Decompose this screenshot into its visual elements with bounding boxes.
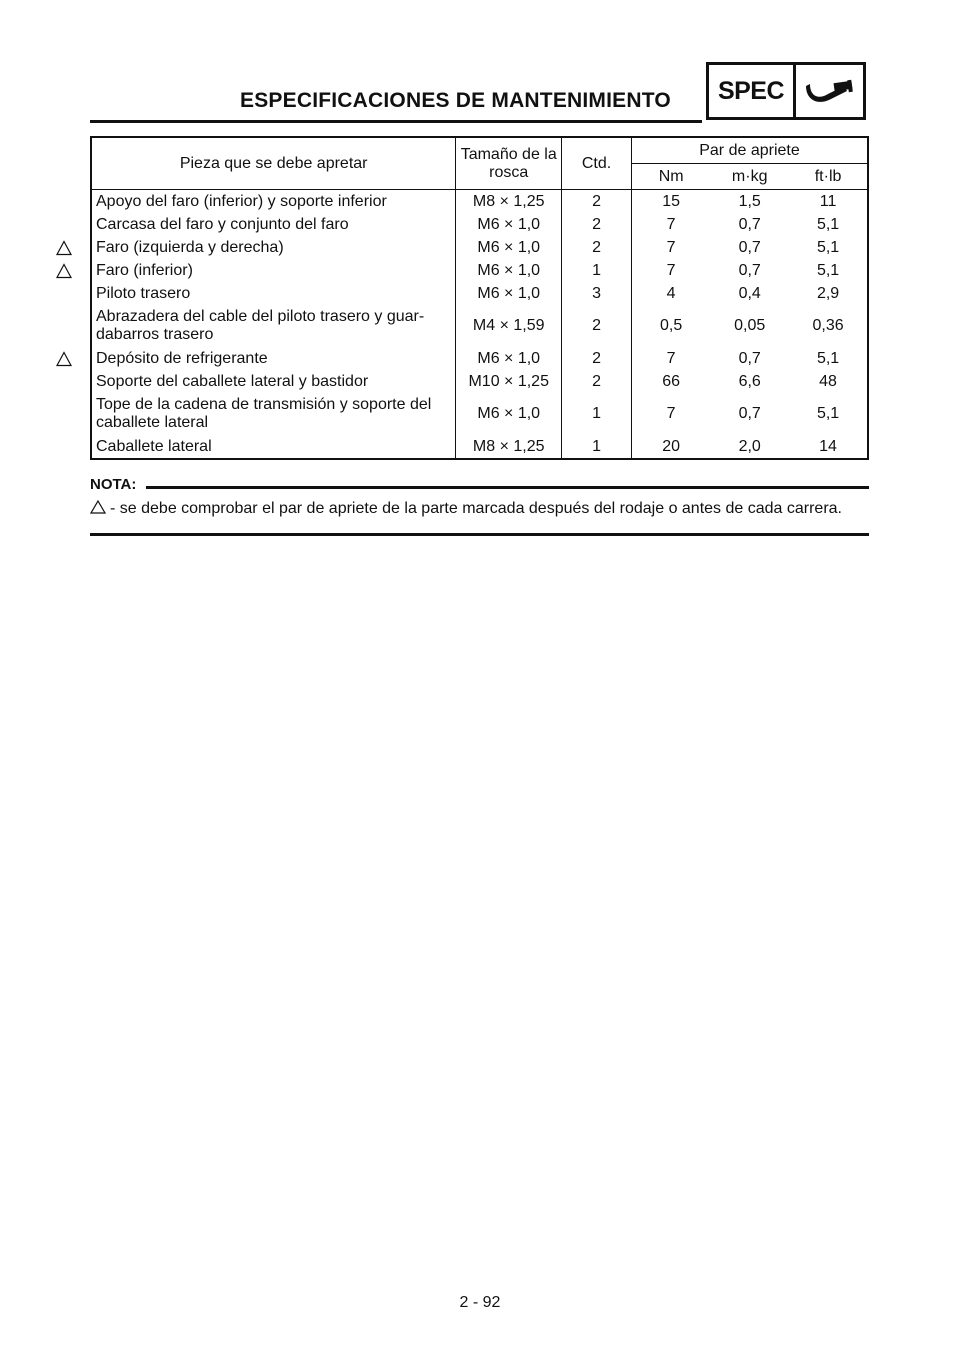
part-cell-text: Piloto trasero xyxy=(96,284,191,302)
part-cell-text: Faro (izquierda y derecha) xyxy=(96,238,284,256)
thread-cell-text: M6 × 1,0 xyxy=(477,405,541,422)
torque-nm-cell xyxy=(631,305,710,347)
torque-ftlb-cell-text: 14 xyxy=(819,437,837,455)
torque-nm-cell xyxy=(631,236,710,259)
column-header-nm: Nm xyxy=(631,164,710,190)
part-cell xyxy=(91,370,456,393)
torque-nm-cell-text: 0,5 xyxy=(660,317,683,334)
qty-cell-text: 2 xyxy=(592,349,601,367)
torque-ftlb-cell xyxy=(789,213,868,236)
part-cell-text: Apoyo del faro (inferior) y soporte inferior xyxy=(96,192,387,210)
thread-cell xyxy=(456,282,562,305)
torque-ftlb-cell xyxy=(789,370,868,393)
torque-ftlb-cell xyxy=(789,347,868,370)
thread-cell-text: M6 × 1,0 xyxy=(477,238,541,256)
torque-mkg-cell xyxy=(710,259,789,282)
thread-cell xyxy=(456,190,562,214)
torque-spec-table xyxy=(90,136,869,460)
torque-ftlb-cell-text: 5,1 xyxy=(816,238,840,256)
part-cell xyxy=(91,259,456,282)
torque-ftlb-cell xyxy=(789,259,868,282)
qty-cell-text: 1 xyxy=(592,437,601,455)
table-row xyxy=(91,305,868,347)
qty-cell xyxy=(562,305,632,347)
torque-nm-cell-text: 7 xyxy=(666,261,676,279)
torque-nm-cell-text: 66 xyxy=(662,372,681,390)
part-cell xyxy=(91,347,456,370)
part-cell xyxy=(91,435,456,459)
torque-mkg-cell-text: 0,05 xyxy=(734,317,766,334)
part-cell xyxy=(91,190,456,214)
thread-cell-text: M6 × 1,0 xyxy=(477,349,541,367)
torque-mkg-cell xyxy=(710,347,789,370)
table-row xyxy=(91,393,868,435)
note-body: - se debe comprobar el par de apriete de la parte marcada después del rodaje o antes de cada carrera. xyxy=(110,500,842,517)
thread-cell-text: M6 × 1,0 xyxy=(477,261,541,279)
torque-nm-cell xyxy=(631,190,710,214)
qty-cell xyxy=(562,393,632,435)
note-rule xyxy=(146,486,869,489)
torque-mkg-cell xyxy=(710,282,789,305)
triangle-mark-icon xyxy=(56,351,72,367)
qty-cell-text: 2 xyxy=(592,215,601,233)
torque-mkg-cell xyxy=(710,370,789,393)
torque-nm-cell-text: 7 xyxy=(666,405,676,422)
torque-mkg-cell xyxy=(710,305,789,347)
torque-mkg-cell-text: 0,7 xyxy=(738,238,761,256)
qty-cell xyxy=(562,370,632,393)
part-cell xyxy=(91,282,456,305)
note-box xyxy=(90,476,869,536)
torque-ftlb-cell xyxy=(789,393,868,435)
note-bottom-rule xyxy=(90,533,869,536)
table-body xyxy=(91,190,868,460)
torque-ftlb-cell-text: 5,1 xyxy=(816,215,840,233)
page-title: ESPECIFICACIONES DE MANTENIMIENTO xyxy=(240,89,671,112)
part-cell-text: Faro (inferior) xyxy=(96,261,193,279)
page-header xyxy=(90,62,868,124)
part-cell xyxy=(91,236,456,259)
qty-cell xyxy=(562,435,632,459)
thread-cell xyxy=(456,259,562,282)
torque-mkg-cell-text: 0,7 xyxy=(738,349,761,367)
part-cell-text: Caballete lateral xyxy=(96,437,212,455)
thread-cell-text: M4 × 1,59 xyxy=(472,317,545,334)
torque-nm-cell xyxy=(631,393,710,435)
torque-ftlb-cell-text: 48 xyxy=(819,372,837,390)
qty-cell-text: 1 xyxy=(592,261,601,279)
qty-cell-text: 2 xyxy=(592,192,601,210)
thread-cell-text: M6 × 1,0 xyxy=(477,215,541,233)
spec-badge xyxy=(706,62,866,120)
spec-label: SPEC xyxy=(709,65,796,117)
torque-ftlb-cell-text: 5,1 xyxy=(816,405,840,422)
torque-mkg-cell-text: 0,7 xyxy=(738,405,761,422)
torque-ftlb-cell xyxy=(789,236,868,259)
thread-cell-text: M8 × 1,25 xyxy=(472,192,545,210)
part-cell-text: Carcasa del faro y conjunto del faro xyxy=(96,215,349,233)
torque-ftlb-cell-text: 2,9 xyxy=(816,284,840,302)
qty-cell-text: 2 xyxy=(592,372,601,390)
triangle-mark-icon xyxy=(56,263,72,279)
qty-cell xyxy=(562,213,632,236)
thread-cell xyxy=(456,305,562,347)
torque-ftlb-cell-text: 11 xyxy=(819,192,837,210)
qty-cell xyxy=(562,282,632,305)
torque-nm-cell xyxy=(631,435,710,459)
part-cell-text: Soporte del caballete lateral y bastidor xyxy=(96,372,369,390)
column-header-torque: Par de apriete xyxy=(631,137,868,164)
column-header-part: Pieza que se debe apretar xyxy=(91,137,456,190)
torque-nm-cell xyxy=(631,370,710,393)
qty-cell xyxy=(562,190,632,214)
torque-mkg-cell-text: 6,6 xyxy=(738,372,761,390)
thread-cell xyxy=(456,370,562,393)
torque-nm-cell-text: 7 xyxy=(666,349,676,367)
torque-mkg-cell-text: 0,7 xyxy=(738,215,761,233)
thread-cell xyxy=(456,347,562,370)
table-row xyxy=(91,435,868,459)
table-row xyxy=(91,190,868,214)
column-header-qty: Ctd. xyxy=(562,137,632,190)
torque-ftlb-cell xyxy=(789,435,868,459)
page-number: 2 - 92 xyxy=(459,1294,501,1311)
part-cell xyxy=(91,305,456,347)
triangle-mark-icon xyxy=(90,500,106,514)
thread-cell xyxy=(456,435,562,459)
header-rule xyxy=(90,120,702,123)
part-cell xyxy=(91,393,456,435)
torque-ftlb-cell xyxy=(789,305,868,347)
qty-cell xyxy=(562,347,632,370)
note-label: NOTA: xyxy=(90,476,137,493)
torque-nm-cell-text: 4 xyxy=(666,284,676,302)
torque-mkg-cell-text: 0,4 xyxy=(738,284,761,302)
torque-mkg-cell-text: 1,5 xyxy=(738,192,761,210)
part-cell-text: Tope de la cadena de transmisión y soporte del caballete lateral xyxy=(96,396,432,431)
table-row xyxy=(91,236,868,259)
part-cell-text: Depósito de refrigerante xyxy=(96,349,268,367)
thread-cell xyxy=(456,393,562,435)
thread-cell xyxy=(456,213,562,236)
torque-mkg-cell xyxy=(710,435,789,459)
part-cell-text: Abrazadera del cable del piloto trasero y guar-dabarros trasero xyxy=(96,308,425,343)
note-header xyxy=(90,476,869,493)
torque-mkg-cell xyxy=(710,236,789,259)
torque-nm-cell-text: 15 xyxy=(662,192,681,210)
triangle-mark-icon xyxy=(56,240,72,256)
torque-nm-cell xyxy=(631,282,710,305)
qty-cell xyxy=(562,259,632,282)
table-row xyxy=(91,213,868,236)
column-header-mkg: m·kg xyxy=(710,164,789,190)
torque-nm-cell-text: 20 xyxy=(662,437,681,455)
torque-ftlb-cell xyxy=(789,190,868,214)
torque-ftlb-cell-text: 5,1 xyxy=(816,349,840,367)
torque-nm-cell-text: 7 xyxy=(666,238,676,256)
column-header-ftlb: ft·lb xyxy=(789,164,868,190)
torque-nm-cell-text: 7 xyxy=(666,215,676,233)
torque-nm-cell xyxy=(631,213,710,236)
torque-ftlb-cell xyxy=(789,282,868,305)
thread-cell-text: M10 × 1,25 xyxy=(468,372,549,390)
torque-mkg-cell-text: 2,0 xyxy=(738,437,761,455)
qty-cell-text: 2 xyxy=(592,317,601,334)
note-text xyxy=(90,497,869,521)
thread-cell-text: M8 × 1,25 xyxy=(472,437,545,455)
column-header-thread: Tamaño de la rosca xyxy=(456,137,562,190)
table-row xyxy=(91,282,868,305)
torque-mkg-cell xyxy=(710,213,789,236)
torque-mkg-cell-text: 0,7 xyxy=(738,261,761,279)
part-cell xyxy=(91,213,456,236)
qty-cell-text: 2 xyxy=(592,238,601,256)
table-row xyxy=(91,370,868,393)
torque-mkg-cell xyxy=(710,393,789,435)
torque-ftlb-cell-text: 5,1 xyxy=(816,261,840,279)
torque-mkg-cell xyxy=(710,190,789,214)
qty-cell xyxy=(562,236,632,259)
table-row xyxy=(91,347,868,370)
thread-cell-text: M6 × 1,0 xyxy=(477,284,541,302)
qty-cell-text: 3 xyxy=(592,284,601,302)
thread-cell xyxy=(456,236,562,259)
qty-cell-text: 1 xyxy=(592,405,601,422)
table-row xyxy=(91,259,868,282)
torque-wrench-icon xyxy=(796,65,863,117)
torque-nm-cell xyxy=(631,347,710,370)
torque-nm-cell xyxy=(631,259,710,282)
torque-ftlb-cell-text: 0,36 xyxy=(812,317,844,334)
